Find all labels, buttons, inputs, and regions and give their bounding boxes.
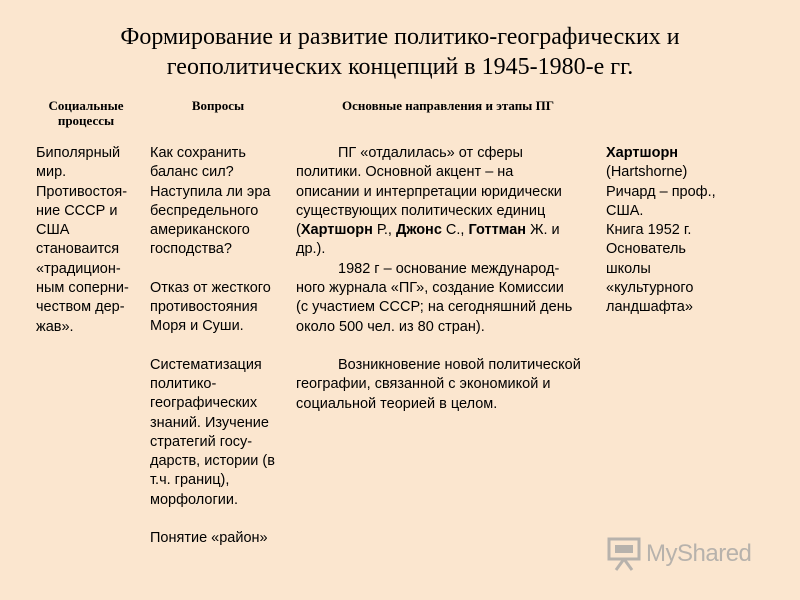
text-line: ным соперни- <box>36 280 129 297</box>
authors-line <box>296 221 598 240</box>
text-line: 1982 г – основание международ- <box>338 260 560 277</box>
text-line: господства? <box>150 241 232 258</box>
text-line: политико- <box>150 375 217 392</box>
text-line: географии, связанной с экономикой и <box>296 376 551 393</box>
text-line: школы <box>606 260 651 277</box>
presentation-board-icon <box>606 537 642 571</box>
text-line: американского <box>150 222 250 239</box>
text-fragment: С., <box>441 222 469 239</box>
text-line: жав». <box>36 318 74 335</box>
column-authors <box>606 144 766 318</box>
text-line: (с участием СССР; на сегодняшний день <box>296 299 573 316</box>
text-fragment: ( <box>296 222 301 239</box>
text-line: противостояния <box>150 299 258 316</box>
text-line: географических <box>150 395 258 412</box>
text-line: «традицион- <box>36 260 121 277</box>
text-line: Понятие «район» <box>150 530 268 547</box>
header-social-processes <box>38 98 134 128</box>
column-social-processes <box>36 144 148 337</box>
text-line: дарств, истории (в <box>150 453 275 470</box>
text-line: «культурного <box>606 280 694 297</box>
slide-title <box>0 22 800 82</box>
text-line: Противостоя- <box>36 183 128 200</box>
author-name: Хартшорн <box>606 145 679 161</box>
text-line: Наступила ли эра <box>150 183 271 200</box>
text-line: Систематизация <box>150 356 262 373</box>
slide-title-line-1: Формирование и развитие политико-географических и <box>120 24 680 50</box>
text-line: Ричард – проф., <box>606 183 716 200</box>
text-line: существующих политических единиц <box>296 202 546 219</box>
header-social-processes-line-2: процессы <box>57 113 115 128</box>
text-line: др.). <box>296 241 326 258</box>
logo-text: MyShared <box>646 540 752 567</box>
text-line: знаний. Изучение <box>150 414 269 431</box>
text-line: Основатель <box>606 241 686 258</box>
text-fragment: Р., <box>372 222 396 239</box>
text-line: ПГ «отдалилась» от сферы <box>338 145 523 161</box>
text-line: описании и интерпретации юридически <box>296 183 562 200</box>
text-line: Моря и Суши. <box>150 318 244 335</box>
text-line: ние СССР и <box>36 202 118 219</box>
text-line: баланс сил? <box>150 164 234 181</box>
text-line: (Hartshorne) <box>606 164 688 181</box>
text-fragment: Ж. и <box>526 222 560 239</box>
author-name: Готтман <box>468 222 527 239</box>
author-name: Хартшорн <box>300 222 373 239</box>
text-line: чеством дер- <box>36 299 125 316</box>
text-line: Как сохранить <box>150 145 246 161</box>
text-line: ландшафта» <box>606 299 693 316</box>
text-line: мир. <box>36 164 67 181</box>
author-heading <box>606 144 766 163</box>
column-questions <box>150 144 290 548</box>
myshared-logo <box>606 536 751 572</box>
author-name: Джонс <box>395 222 442 239</box>
text-line: США. <box>606 202 644 219</box>
text-line: около 500 чел. из 80 стран). <box>296 318 485 335</box>
header-social-processes-line-1: Социальные <box>48 98 124 113</box>
text-line: политики. Основной акцент – на <box>296 164 514 181</box>
text-line: Биполярный <box>36 145 121 161</box>
text-line: ного журнала «ПГ», создание Комиссии <box>296 280 564 297</box>
header-questions: Вопросы <box>191 98 245 113</box>
text-line: Книга 1952 г. <box>606 222 692 239</box>
header-directions: Основные направления и этапы ПГ <box>342 98 554 113</box>
text-line: становаится <box>36 241 120 258</box>
text-line: беспредельного <box>150 202 259 219</box>
text-line: социальной теорией в целом. <box>296 395 498 412</box>
column-directions <box>296 144 598 414</box>
text-line: т.ч. границ), <box>150 472 230 489</box>
text-line: США <box>36 222 70 239</box>
slide-title-line-2: геополитических концепций в 1945-1980-е гг. <box>166 54 634 80</box>
text-line: стратегий госу- <box>150 433 253 450</box>
text-line: морфологии. <box>150 491 238 508</box>
text-line: Отказ от жесткого <box>150 279 271 296</box>
text-line: Возникновение новой политической <box>338 356 581 373</box>
